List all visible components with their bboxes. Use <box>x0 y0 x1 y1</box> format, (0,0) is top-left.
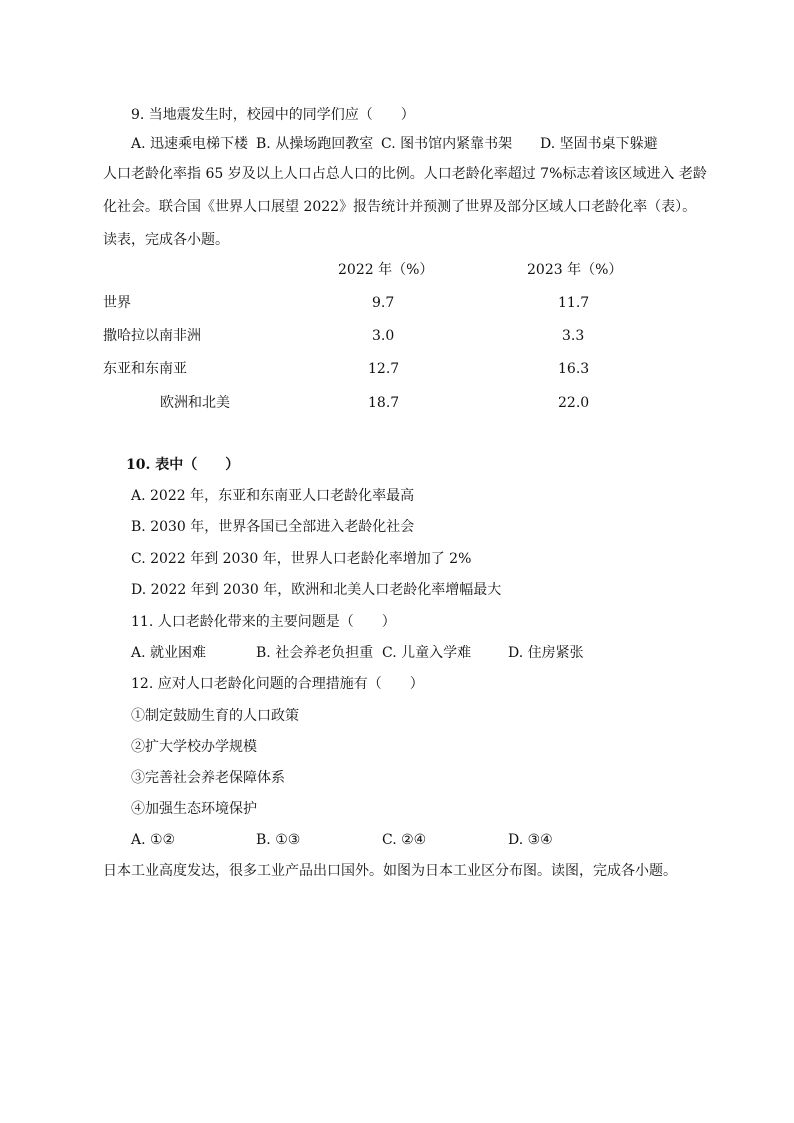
q11-option-d: D. 住房紧张 <box>508 645 584 661</box>
table-row-2023: 22.0 <box>558 395 590 411</box>
table-row-region: 东亚和东南亚 <box>103 361 187 377</box>
q9-option-d: D. 坚固书桌下躲避 <box>540 136 658 152</box>
q12-option-c: C. ②④ <box>382 832 427 848</box>
passage1-line-2: 化社会。联合国《世界人口展望 2022》报告统计并预测了世界及部分区域人口老龄化率（表）。 <box>103 199 697 215</box>
q11-option-c: C. 儿童入学难 <box>382 645 472 661</box>
q11-option-a: A. 就业困难 <box>131 645 207 661</box>
q12-option-b: B. ①③ <box>256 832 301 848</box>
q9-stem: 9. 当地震发生时，校园中的同学们应（ ） <box>131 107 415 123</box>
q12-stem: 12. 应对人口老龄化问题的合理措施有（ ） <box>131 676 424 692</box>
passage1-line-3: 读表，完成各小题。 <box>103 232 229 248</box>
q12-option-a: A. ①② <box>131 832 176 848</box>
table-row-2022: 3.0 <box>372 328 395 344</box>
table-row-2022: 18.7 <box>368 395 400 411</box>
table-row-2023: 3.3 <box>562 328 585 344</box>
q9-option-b: B. 从操场跑回教室 <box>256 136 374 152</box>
q11-stem: 11. 人口老龄化带来的主要问题是（ ） <box>131 614 396 630</box>
table-row-region: 撒哈拉以南非洲 <box>103 328 201 344</box>
table-row-2022: 9.7 <box>372 295 395 311</box>
table-row-region: 世界 <box>103 295 131 311</box>
q10-option-b: B. 2030 年，世界各国已全部进入老龄化社会 <box>131 519 415 535</box>
q10-stem: 10. 表中（ ） <box>126 457 240 473</box>
q12-item-4: ④加强生态环境保护 <box>131 801 257 817</box>
table-header-2023: 2023 年（%） <box>527 262 623 278</box>
table-row-2023: 16.3 <box>558 361 590 377</box>
passage2: 日本工业高度发达，很多工业产品出口国外。如图为日本工业区分布图。读图，完成各小题。 <box>103 863 677 879</box>
q12-item-3: ③完善社会养老保障体系 <box>131 770 285 786</box>
q9-option-a: A. 迅速乘电梯下楼 <box>131 136 249 152</box>
q10-option-c: C. 2022 年到 2030 年，世界人口老龄化率增加了 2% <box>131 551 472 567</box>
q12-option-d: D. ③④ <box>508 832 553 848</box>
table-row-2022: 12.7 <box>368 361 400 377</box>
table-row-region: 欧洲和北美 <box>160 395 230 411</box>
q12-item-1: ①制定鼓励生育的人口政策 <box>131 708 299 724</box>
q10-option-a: A. 2022 年，东亚和东南亚人口老龄化率最高 <box>131 488 415 504</box>
table-row-2023: 11.7 <box>558 295 590 311</box>
q9-option-c: C. 图书馆内紧靠书架 <box>381 136 513 152</box>
q12-item-2: ②扩大学校办学规模 <box>131 739 257 755</box>
q11-option-b: B. 社会养老负担重 <box>256 645 374 661</box>
q10-option-d: D. 2022 年到 2030 年，欧洲和北美人口老龄化率增幅最大 <box>131 582 502 598</box>
table-header-2022: 2022 年（%） <box>338 262 434 278</box>
passage1-line-1: 人口老龄化率指 65 岁及以上人口占总人口的比例。人口老龄化率超过 7%标志着该区域进入 老龄 <box>103 166 707 182</box>
